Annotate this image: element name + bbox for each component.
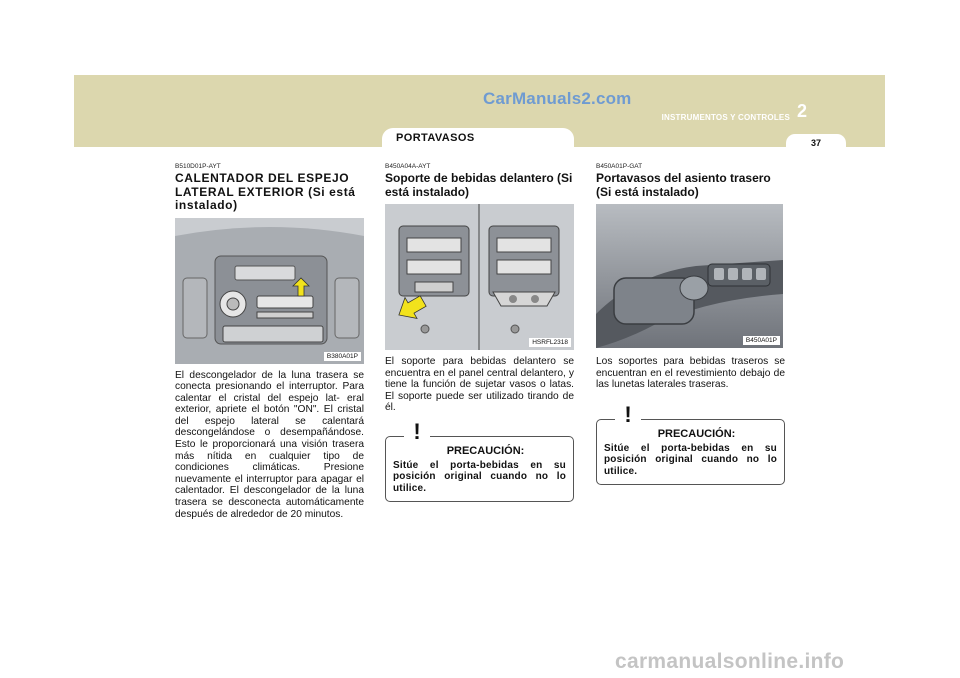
section-code: B450A01P-GAT [596,163,643,170]
figure-rear-cupholder [596,204,783,348]
center-panel-illustration [385,204,574,350]
chapter-number: 2 [797,101,808,121]
caution-box [596,401,785,486]
site-watermark-logo[interactable]: CarManuals2.com [483,89,632,108]
svg-text:!: ! [413,418,421,442]
body-text: Los soportes para bebidas traseros se encuentran en el revestimiento debajo de las lunetas laterales traseras. [596,356,785,391]
body-text: El descongelador de la luna trasera se conecta presionando el interruptor. Para calentar el cristal del espejo lat- eral exterior, apriete el botón "ON". El cristal del espejo lateral se calentará descongelándose o desempañándose. Esto le proporcionará una visión trasera más nítida en cualquier tipo de condiciones climáticas. Presione nuevamente el interruptor para apagar el calentador. El descongelador de la luna trasera se desconecta automáticamente después de alrededor de 20 minutos. [175,369,364,520]
warning-icon [615,402,641,425]
door-trim-illustration [596,204,783,348]
dashboard-illustration [175,218,364,364]
section-code: B450A04A-AYT [385,163,431,170]
figure-front-cupholder [385,204,574,350]
warning-icon [404,419,430,442]
section-heading: CALENTADOR DEL ESPEJO LATERAL EXTERIOR (Si está instalado) [175,171,356,212]
page-number: 37 [810,138,821,148]
caution-title: PRECAUCIÓN: [657,427,736,440]
figure-label: HSRFL2318 [529,338,571,347]
section-title: PORTAVASOS [396,132,475,144]
caution-box [385,418,574,503]
caution-text: Sitúe el porta-bebidas en su posición original cuando no lo utilice. [393,459,566,494]
body-text: El soporte para bebidas delantero se encuentra en el panel central delantero, y tiene la función de sujetar vasos o latas. El soporte puede ser utilizado tirando de él. [385,356,574,414]
section-heading: Portavasos del asiento trasero (Si está instalado) [596,171,771,199]
figure-label: B450A01P [743,336,780,345]
section-code: B510D01P-AYT [175,163,221,170]
section-heading: Soporte de bebidas delantero (Si está instalado) [385,171,573,199]
column-rear-cupholder [596,163,785,485]
chapter-label: INSTRUMENTOS Y CONTROLES [661,113,790,122]
column-mirror-heater [175,163,364,520]
caution-text: Sitúe el porta-bebidas en su posición original cuando no lo utilice. [604,442,777,477]
caution-title: PRECAUCIÓN: [446,444,525,457]
column-front-cupholder [385,163,574,502]
figure-label: B380A01P [324,352,361,361]
figure-defroster-switch [175,218,364,364]
footer-watermark[interactable]: carmanualsonline.info [615,650,845,673]
svg-text:!: ! [624,401,632,425]
